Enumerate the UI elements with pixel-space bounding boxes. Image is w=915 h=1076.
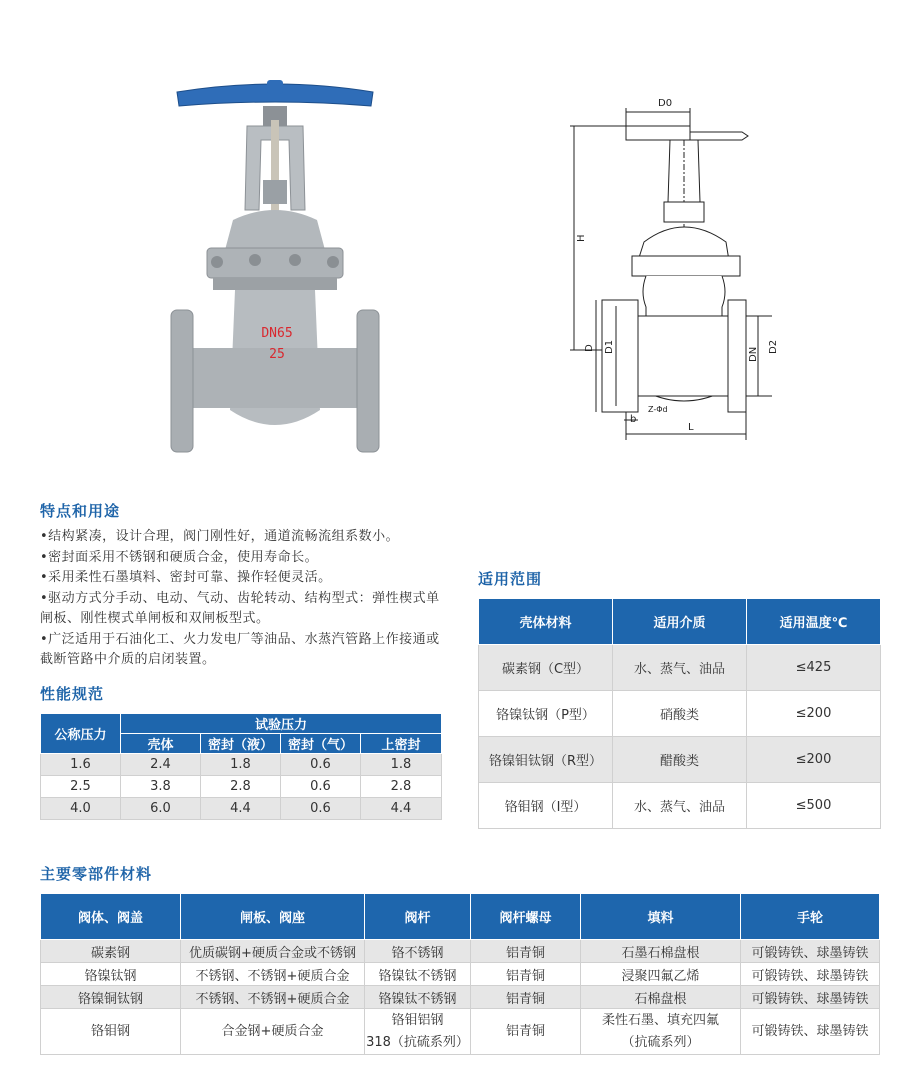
table-cell: 铬钼钢: [41, 1009, 181, 1055]
table-cell: 碳素钢（C型）: [479, 645, 613, 691]
table-cell: 合金钢+硬质合金: [181, 1009, 365, 1055]
table-cell: 不锈钢、不锈钢+硬质合金: [181, 986, 365, 1009]
parts-header: 手轮: [741, 894, 880, 940]
table-cell: 铬钼钢（I型）: [479, 783, 613, 829]
table-cell: 可锻铸铁、球墨铸铁: [741, 986, 880, 1009]
table-cell: 3.8: [121, 776, 201, 798]
perf-subheader: 上密封: [361, 734, 442, 754]
range-table: [478, 598, 881, 829]
table-cell: 铬镍钛钢（P型）: [479, 691, 613, 737]
dim-label-d2: D2: [768, 339, 779, 354]
table-cell: 铝青铜: [471, 986, 581, 1009]
table-cell: 醋酸类: [613, 737, 747, 783]
dim-label-d0: D0: [658, 98, 673, 109]
perf-subheader: 密封（气）: [281, 734, 361, 754]
table-row: [41, 798, 442, 820]
table-cell: 2.5: [41, 776, 121, 798]
cell-line: （抗硫系列）: [621, 1034, 700, 1050]
gate-valve-photo: [155, 80, 395, 460]
table-cell: ≤425: [747, 645, 881, 691]
parts-header: 闸板、阀座: [181, 894, 365, 940]
table-row: [41, 776, 442, 798]
dim-label-z: Z-Φd: [648, 405, 668, 414]
table-row: [479, 691, 881, 737]
table-cell: ≤200: [747, 691, 881, 737]
table-cell: 1.6: [41, 754, 121, 776]
perf-header-test: 试验压力: [121, 714, 442, 734]
table-cell: 铬不锈钢: [365, 940, 471, 963]
table-cell: 1.8: [361, 754, 442, 776]
table-cell: 水、蒸气、油品: [613, 645, 747, 691]
valve-dimension-drawing: [560, 92, 779, 447]
table-cell: ≤500: [747, 783, 881, 829]
cell-line: 铬钼铝钢: [391, 1012, 444, 1028]
table-cell: 铝青铜: [471, 1009, 581, 1055]
range-header: 适用温度℃: [747, 599, 881, 645]
table-row: [41, 986, 880, 1009]
table-cell: 碳素钢: [41, 940, 181, 963]
table-cell: 浸聚四氟乙烯: [581, 963, 741, 986]
table-row: [41, 1009, 880, 1055]
cell-line: 柔性石墨、填充四氟: [601, 1012, 719, 1028]
range-title: 适用范围: [478, 570, 543, 588]
feature-item: •广泛适用于石油化工、火力发电厂等油品、水蒸汽管路上作接通或截断管路中介质的启闭装置。: [40, 631, 440, 667]
cell-line: 318（抗硫系列）: [366, 1034, 469, 1050]
table-cell: 铬镍铜钛钢: [41, 986, 181, 1009]
parts-header: 阀杆螺母: [471, 894, 581, 940]
parts-header: 阀杆: [365, 894, 471, 940]
table-cell: 铝青铜: [471, 940, 581, 963]
table-cell: 铝青铜: [471, 963, 581, 986]
feature-item: •结构紧凑，设计合理，阀门刚性好，通道流畅流组系数小。: [40, 529, 400, 544]
table-row: [41, 963, 880, 986]
table-cell: 铬镍钼钛钢（R型）: [479, 737, 613, 783]
features-list: [40, 527, 448, 671]
valve-pressure-marking: 25: [269, 347, 285, 362]
table-row: [41, 940, 880, 963]
table-cell: 0.6: [281, 754, 361, 776]
table-cell: 优质碳钢+硬质合金或不锈钢: [181, 940, 365, 963]
table-cell: 铬镍钛钢: [41, 963, 181, 986]
table-cell: 2.4: [121, 754, 201, 776]
table-cell: 1.8: [201, 754, 281, 776]
table-cell: 硝酸类: [613, 691, 747, 737]
table-cell: 4.0: [41, 798, 121, 820]
feature-item: •密封面采用不锈钢和硬质合金，使用寿命长。: [40, 549, 319, 565]
dim-label-h: H: [576, 234, 587, 242]
table-row: [479, 737, 881, 783]
valve-size-marking: DN65: [261, 326, 293, 341]
table-cell: 不锈钢、不锈钢+硬质合金: [181, 963, 365, 986]
feature-item: •采用柔性石墨填料、密封可靠、操作轻便灵活。: [40, 570, 332, 585]
table-cell: 可锻铸铁、球墨铸铁: [741, 963, 880, 986]
table-cell-multiline: [581, 1009, 741, 1055]
parts-header: 填料: [581, 894, 741, 940]
table-row: [41, 754, 442, 776]
performance-title: 性能规范: [40, 685, 105, 703]
range-header: 适用介质: [613, 599, 747, 645]
dim-label-dn: DN: [748, 346, 759, 362]
table-row: [479, 645, 881, 691]
dim-label-d1: D1: [604, 339, 615, 354]
dim-label-d: D: [584, 344, 595, 352]
features-title: 特点和用途: [40, 502, 121, 520]
table-cell: 可锻铸铁、球墨铸铁: [741, 1009, 880, 1055]
table-cell: 6.0: [121, 798, 201, 820]
performance-table: [40, 713, 442, 820]
perf-subheader: 密封（液）: [201, 734, 281, 754]
table-cell: 0.6: [281, 798, 361, 820]
table-cell: ≤200: [747, 737, 881, 783]
perf-subheader: 壳体: [121, 734, 201, 754]
parts-header: 阀体、阀盖: [41, 894, 181, 940]
table-cell: 4.4: [201, 798, 281, 820]
table-cell: 0.6: [281, 776, 361, 798]
table-cell: 铬镍钛不锈钢: [365, 963, 471, 986]
table-row: [479, 783, 881, 829]
table-cell: 石棉盘根: [581, 986, 741, 1009]
parts-table: [40, 893, 880, 1055]
table-cell: 水、蒸气、油品: [613, 783, 747, 829]
range-header: 壳体材料: [479, 599, 613, 645]
dim-label-l: L: [688, 422, 694, 433]
table-cell: 铬镍钛不锈钢: [365, 986, 471, 1009]
parts-title: 主要零部件材料: [40, 865, 153, 883]
table-cell-multiline: [365, 1009, 471, 1055]
table-cell: 可锻铸铁、球墨铸铁: [741, 940, 880, 963]
feature-item: •驱动方式分手动、电动、气动、齿轮转动、结构型式：弹性楔式单闸板、刚性楔式单闸板和双闸板型式。: [40, 590, 440, 626]
table-cell: 4.4: [361, 798, 442, 820]
table-cell: 2.8: [361, 776, 442, 798]
table-cell: 2.8: [201, 776, 281, 798]
table-cell: 石墨石棉盘根: [581, 940, 741, 963]
dim-label-b: b: [630, 414, 637, 425]
perf-header-nominal: 公称压力: [41, 714, 121, 754]
